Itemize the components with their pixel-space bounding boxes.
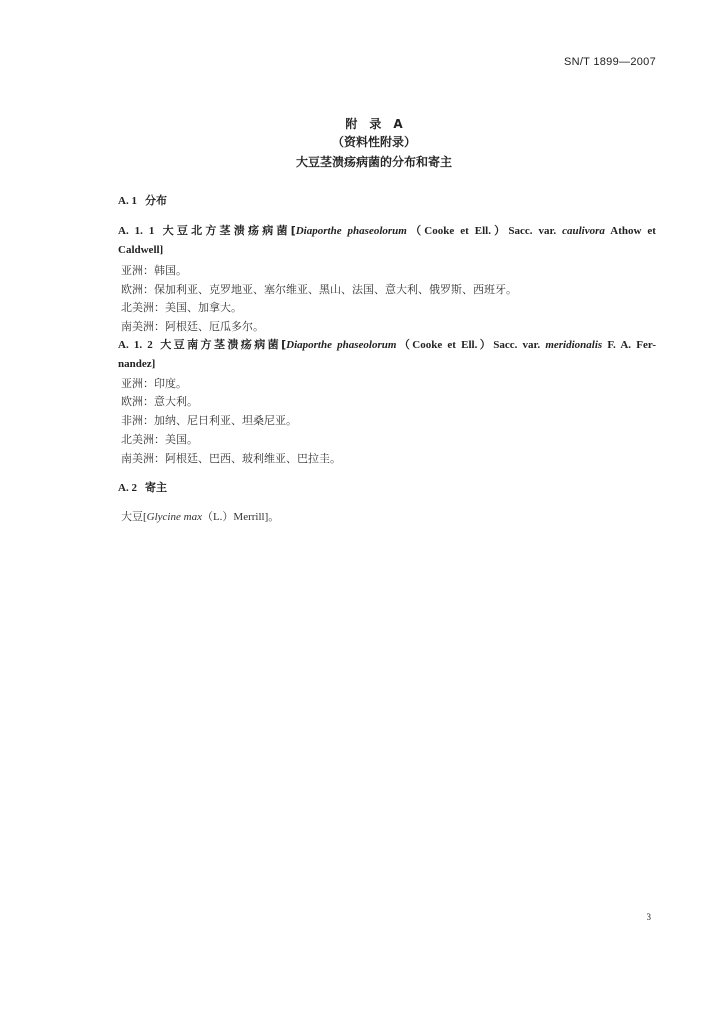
section-title: 分布 xyxy=(144,194,167,207)
section-a12-heading-continued: nandez] xyxy=(118,358,156,370)
host-authority: （L.）Merrill]。 xyxy=(201,511,280,523)
variety-authority: Athow et xyxy=(604,225,656,237)
pathogen-authority: （Cooke et Ell.）Sacc. var. xyxy=(406,225,563,237)
distribution-region: 南美洲：阿根廷、厄瓜多尔。 xyxy=(121,321,264,333)
distribution-region: 欧洲：保加利亚、克罗地亚、塞尔维亚、黑山、法国、意大利、俄罗斯、西班牙。 xyxy=(121,284,517,296)
section-a2-heading xyxy=(118,481,167,495)
distribution-region: 非洲：加纳、尼日利亚、坦桑尼亚。 xyxy=(121,415,297,427)
pathogen-authority: （Cooke et Ell.）Sacc. var. xyxy=(396,339,546,351)
pathogen-species: Diaporthe phaseolorum xyxy=(286,339,397,351)
annex-title: 大豆茎溃疡病菌的分布和寄主 xyxy=(295,155,452,169)
page-number: 3 xyxy=(646,912,651,922)
distribution-region: 亚洲：印度。 xyxy=(121,378,187,390)
section-a11-heading-continued: Caldwell] xyxy=(118,244,164,256)
variety-authority: F. A. Fer- xyxy=(602,339,656,351)
distribution-region: 亚洲：韩国。 xyxy=(121,265,187,277)
pathogen-variety: meridionalis xyxy=(545,339,603,351)
section-a1-heading xyxy=(118,194,167,208)
distribution-region: 北美洲：美国、加拿大。 xyxy=(121,302,242,314)
section-a12-heading xyxy=(118,338,656,352)
pathogen-name-cn: 大豆南方茎溃疡病菌[ xyxy=(157,338,287,351)
host-entry xyxy=(121,510,279,524)
pathogen-species: Diaporthe phaseolorum xyxy=(295,225,407,237)
pathogen-variety: caulivora xyxy=(562,225,605,237)
section-number: A. 1 xyxy=(118,195,137,207)
distribution-region: 北美洲：美国。 xyxy=(121,434,198,446)
section-a11-heading xyxy=(118,224,656,238)
host-species: Glycine max xyxy=(146,511,202,523)
annex-type: （资料性附录） xyxy=(331,135,416,149)
section-number: A. 2 xyxy=(118,482,137,494)
section-number: A. 1. 1 xyxy=(118,225,155,237)
distribution-region: 欧洲：意大利。 xyxy=(121,396,198,408)
pathogen-name-cn: 大豆北方茎溃疡病菌[ xyxy=(159,224,296,237)
annex-label: 附 录 A xyxy=(345,117,403,131)
section-number: A. 1. 2 xyxy=(118,339,153,351)
standard-code-header: SN/T 1899—2007 xyxy=(563,56,656,68)
distribution-region: 南美洲：阿根廷、巴西、玻利维亚、巴拉圭。 xyxy=(121,453,341,465)
section-title: 寄主 xyxy=(144,481,167,494)
host-name-cn: 大豆[ xyxy=(121,511,147,523)
